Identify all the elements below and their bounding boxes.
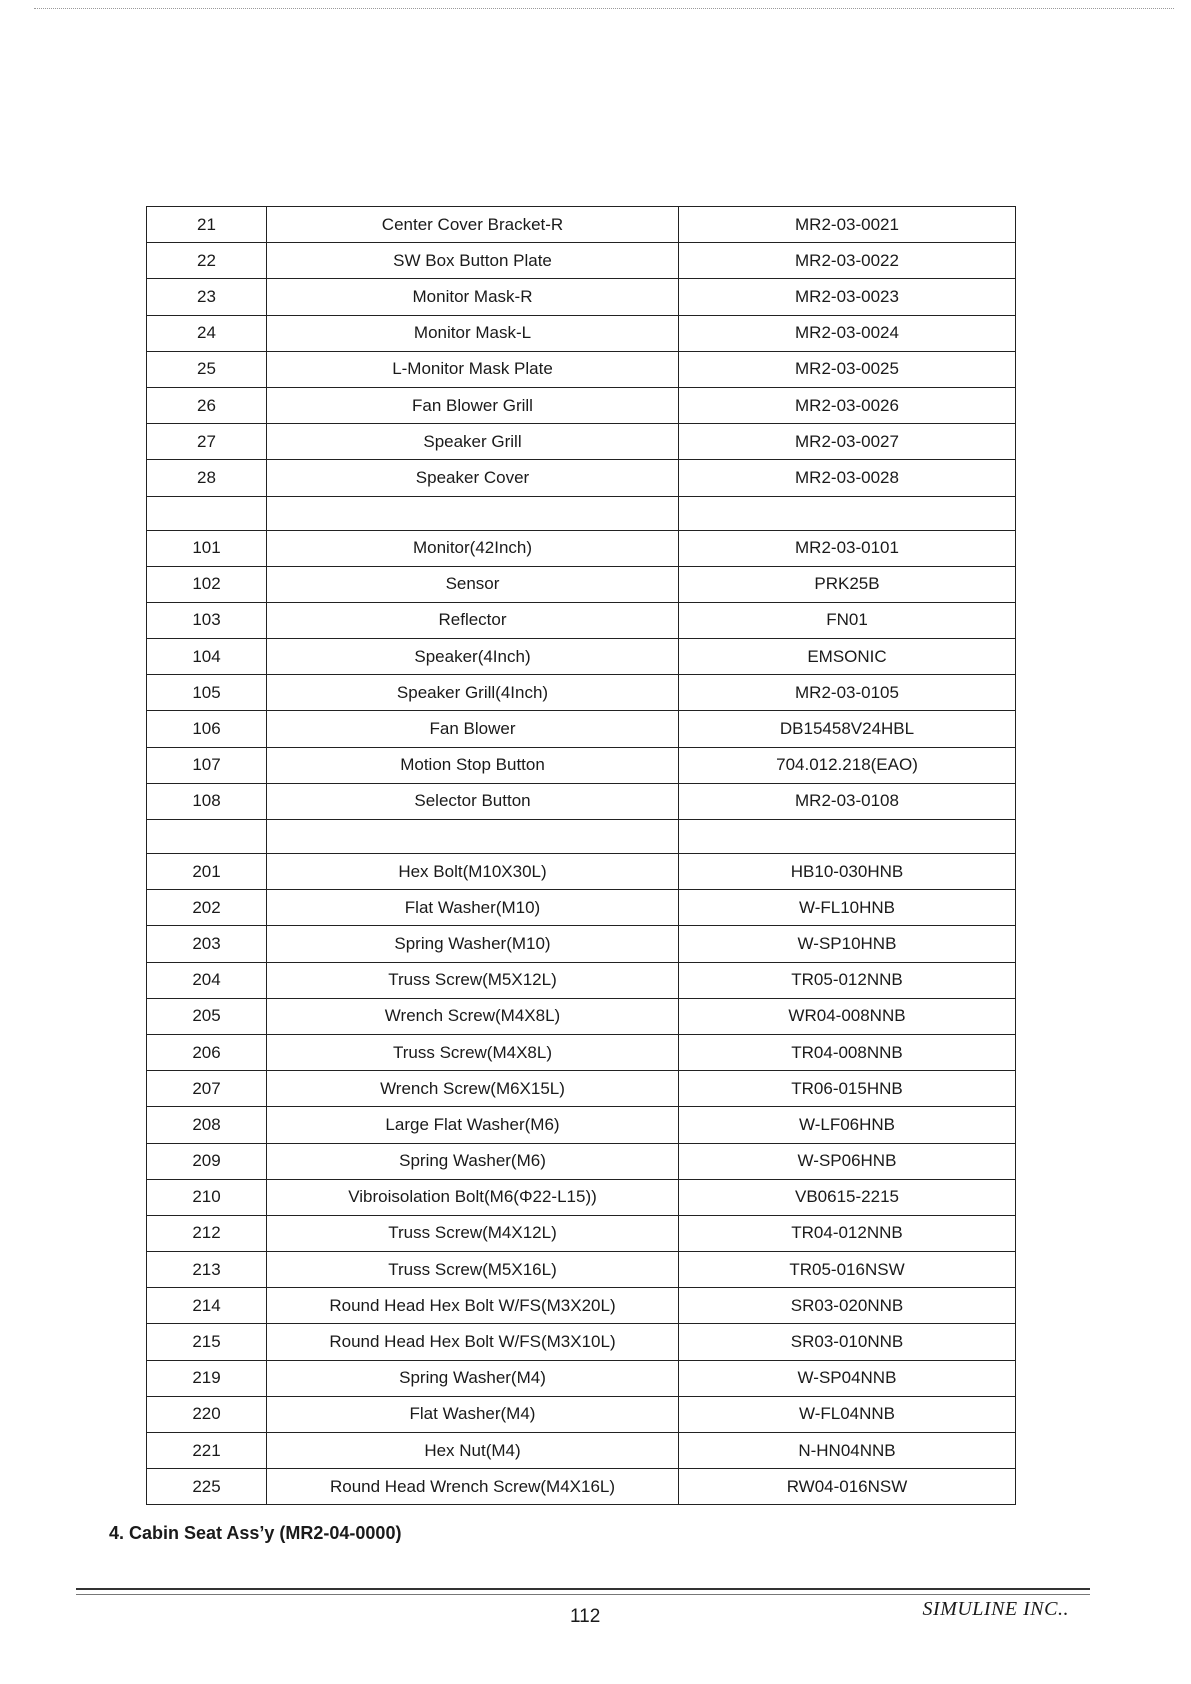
table-row	[147, 675, 1016, 711]
part-description-cell: Fan Blower Grill	[267, 387, 679, 423]
part-number-cell	[147, 820, 267, 854]
part-code-cell: TR04-008NNB	[679, 1034, 1016, 1070]
table-row	[147, 566, 1016, 602]
part-code-cell: MR2-03-0105	[679, 675, 1016, 711]
part-description-cell: Monitor(42Inch)	[267, 530, 679, 566]
table-row	[147, 998, 1016, 1034]
part-code-cell: TR05-016NSW	[679, 1252, 1016, 1288]
part-number-cell: 209	[147, 1143, 267, 1179]
part-code-cell: TR04-012NNB	[679, 1215, 1016, 1251]
part-description-cell: Reflector	[267, 602, 679, 638]
part-code-cell: TR05-012NNB	[679, 962, 1016, 998]
part-number-cell: 102	[147, 566, 267, 602]
part-description-cell: Speaker Cover	[267, 460, 679, 496]
page-number: 112	[570, 1606, 601, 1627]
part-number-cell: 21	[147, 207, 267, 243]
part-number-cell: 107	[147, 747, 267, 783]
part-code-cell	[679, 820, 1016, 854]
part-number-cell: 22	[147, 243, 267, 279]
part-code-cell: RW04-016NSW	[679, 1469, 1016, 1505]
part-description-cell: Round Head Wrench Screw(M4X16L)	[267, 1469, 679, 1505]
part-code-cell	[679, 496, 1016, 530]
part-number-cell: 219	[147, 1360, 267, 1396]
part-description-cell: Vibroisolation Bolt(M6(Φ22-L15))	[267, 1179, 679, 1215]
part-code-cell: DB15458V24HBL	[679, 711, 1016, 747]
part-code-cell: MR2-03-0022	[679, 243, 1016, 279]
table-row	[147, 207, 1016, 243]
table-row	[147, 530, 1016, 566]
part-number-cell: 221	[147, 1433, 267, 1469]
part-description-cell: Speaker(4Inch)	[267, 639, 679, 675]
part-number-cell: 204	[147, 962, 267, 998]
part-code-cell: MR2-03-0108	[679, 783, 1016, 819]
part-code-cell: W-SP06HNB	[679, 1143, 1016, 1179]
part-number-cell: 25	[147, 351, 267, 387]
part-code-cell: W-SP04NNB	[679, 1360, 1016, 1396]
part-code-cell: MR2-03-0026	[679, 387, 1016, 423]
table-row	[147, 424, 1016, 460]
part-description-cell: Truss Screw(M4X12L)	[267, 1215, 679, 1251]
part-number-cell: 106	[147, 711, 267, 747]
part-description-cell: Large Flat Washer(M6)	[267, 1107, 679, 1143]
part-code-cell: SR03-010NNB	[679, 1324, 1016, 1360]
part-description-cell: Selector Button	[267, 783, 679, 819]
table-row	[147, 279, 1016, 315]
part-description-cell: Sensor	[267, 566, 679, 602]
table-row	[147, 243, 1016, 279]
table-row	[147, 1433, 1016, 1469]
table-row	[147, 315, 1016, 351]
part-code-cell: HB10-030HNB	[679, 854, 1016, 890]
part-code-cell: MR2-03-0025	[679, 351, 1016, 387]
part-code-cell: 704.012.218(EAO)	[679, 747, 1016, 783]
table-row	[147, 1071, 1016, 1107]
table-row	[147, 387, 1016, 423]
part-code-cell: N-HN04NNB	[679, 1433, 1016, 1469]
part-number-cell: 108	[147, 783, 267, 819]
part-number-cell: 104	[147, 639, 267, 675]
part-description-cell: Spring Washer(M6)	[267, 1143, 679, 1179]
part-description-cell: Fan Blower	[267, 711, 679, 747]
scan-edge-dots	[34, 8, 1174, 9]
table-row	[147, 890, 1016, 926]
part-description-cell: Monitor Mask-R	[267, 279, 679, 315]
part-description-cell: Hex Bolt(M10X30L)	[267, 854, 679, 890]
table-row	[147, 496, 1016, 530]
part-description-cell: Center Cover Bracket-R	[267, 207, 679, 243]
part-description-cell: Truss Screw(M4X8L)	[267, 1034, 679, 1070]
part-number-cell	[147, 496, 267, 530]
part-number-cell: 220	[147, 1396, 267, 1432]
part-code-cell: PRK25B	[679, 566, 1016, 602]
part-description-cell: Wrench Screw(M4X8L)	[267, 998, 679, 1034]
part-number-cell: 214	[147, 1288, 267, 1324]
part-number-cell: 215	[147, 1324, 267, 1360]
part-number-cell: 210	[147, 1179, 267, 1215]
part-code-cell: FN01	[679, 602, 1016, 638]
section-heading: 4. Cabin Seat Ass’y (MR2-04-0000)	[109, 1523, 402, 1543]
table-row	[147, 926, 1016, 962]
part-code-cell: WR04-008NNB	[679, 998, 1016, 1034]
part-number-cell: 201	[147, 854, 267, 890]
part-description-cell: Flat Washer(M4)	[267, 1396, 679, 1432]
part-number-cell: 205	[147, 998, 267, 1034]
part-number-cell: 27	[147, 424, 267, 460]
table-row	[147, 460, 1016, 496]
company-name: SIMULINE INC..	[922, 1598, 1069, 1620]
part-number-cell: 203	[147, 926, 267, 962]
part-number-cell: 208	[147, 1107, 267, 1143]
table-row	[147, 1396, 1016, 1432]
table-row	[147, 962, 1016, 998]
part-description-cell: Spring Washer(M10)	[267, 926, 679, 962]
part-description-cell: SW Box Button Plate	[267, 243, 679, 279]
part-number-cell: 28	[147, 460, 267, 496]
part-number-cell: 103	[147, 602, 267, 638]
part-code-cell: MR2-03-0024	[679, 315, 1016, 351]
part-description-cell: Truss Screw(M5X16L)	[267, 1252, 679, 1288]
table-row	[147, 1143, 1016, 1179]
table-row	[147, 711, 1016, 747]
part-description-cell: Spring Washer(M4)	[267, 1360, 679, 1396]
table-row	[147, 854, 1016, 890]
part-number-cell: 202	[147, 890, 267, 926]
part-description-cell: Flat Washer(M10)	[267, 890, 679, 926]
part-number-cell: 207	[147, 1071, 267, 1107]
table-row	[147, 1107, 1016, 1143]
part-description-cell: Hex Nut(M4)	[267, 1433, 679, 1469]
part-code-cell: W-SP10HNB	[679, 926, 1016, 962]
table-row	[147, 783, 1016, 819]
table-row	[147, 1252, 1016, 1288]
part-number-cell: 105	[147, 675, 267, 711]
part-number-cell: 212	[147, 1215, 267, 1251]
table-row	[147, 1179, 1016, 1215]
part-number-cell: 101	[147, 530, 267, 566]
table-row	[147, 1215, 1016, 1251]
table-row	[147, 1034, 1016, 1070]
part-code-cell: SR03-020NNB	[679, 1288, 1016, 1324]
part-code-cell: MR2-03-0101	[679, 530, 1016, 566]
part-description-cell: Round Head Hex Bolt W/FS(M3X10L)	[267, 1324, 679, 1360]
part-code-cell: MR2-03-0027	[679, 424, 1016, 460]
part-number-cell: 213	[147, 1252, 267, 1288]
part-description-cell: L-Monitor Mask Plate	[267, 351, 679, 387]
part-description-cell: Motion Stop Button	[267, 747, 679, 783]
part-code-cell: MR2-03-0021	[679, 207, 1016, 243]
part-description-cell	[267, 496, 679, 530]
part-code-cell: W-LF06HNB	[679, 1107, 1016, 1143]
part-description-cell: Speaker Grill	[267, 424, 679, 460]
part-description-cell: Wrench Screw(M6X15L)	[267, 1071, 679, 1107]
table-row	[147, 602, 1016, 638]
part-number-cell: 225	[147, 1469, 267, 1505]
part-number-cell: 206	[147, 1034, 267, 1070]
part-code-cell: MR2-03-0023	[679, 279, 1016, 315]
parts-table	[146, 206, 1016, 1505]
table-row	[147, 820, 1016, 854]
table-row	[147, 747, 1016, 783]
footer-rule	[76, 1588, 1090, 1595]
part-description-cell: Speaker Grill(4Inch)	[267, 675, 679, 711]
part-description-cell: Truss Screw(M5X12L)	[267, 962, 679, 998]
part-code-cell: VB0615-2215	[679, 1179, 1016, 1215]
part-code-cell: EMSONIC	[679, 639, 1016, 675]
part-code-cell: W-FL10HNB	[679, 890, 1016, 926]
table-row	[147, 1469, 1016, 1505]
table-row	[147, 1324, 1016, 1360]
table-row	[147, 1288, 1016, 1324]
part-description-cell: Monitor Mask-L	[267, 315, 679, 351]
part-description-cell: Round Head Hex Bolt W/FS(M3X20L)	[267, 1288, 679, 1324]
table-row	[147, 1360, 1016, 1396]
part-number-cell: 23	[147, 279, 267, 315]
part-description-cell	[267, 820, 679, 854]
part-code-cell: TR06-015HNB	[679, 1071, 1016, 1107]
part-number-cell: 26	[147, 387, 267, 423]
table-row	[147, 351, 1016, 387]
part-code-cell: W-FL04NNB	[679, 1396, 1016, 1432]
table-row	[147, 639, 1016, 675]
part-code-cell: MR2-03-0028	[679, 460, 1016, 496]
part-number-cell: 24	[147, 315, 267, 351]
